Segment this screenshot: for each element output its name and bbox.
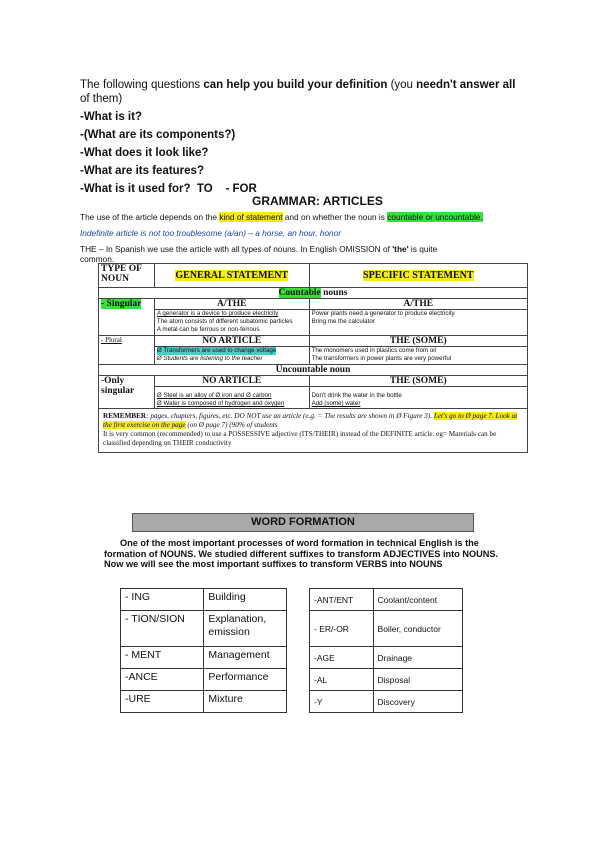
- pl-general-example-2: Ø Students are listening to the teacher: [156, 355, 263, 362]
- sg-general-example-3: A metal can be ferrous or non-ferrous: [156, 326, 260, 333]
- the-text-1: THE – In Spanish we use the article with all types of nouns. In English OMISSION of: [80, 244, 393, 254]
- example-cell: Discovery: [373, 691, 462, 713]
- header-general-cell: [154, 264, 309, 288]
- question-5: -What is it used for? TO - FOR: [80, 183, 257, 195]
- indefinite-article-note: Indefinite article is not too troublesome (a/an) – a horse, an hour, honor: [80, 228, 342, 238]
- example-cell: Management: [204, 647, 287, 669]
- table-row: [121, 589, 287, 611]
- table-row: [310, 647, 463, 669]
- example-cell: Explanation, emission: [204, 611, 287, 647]
- remember-text-1: : pages, chapters, figures, etc. DO NOT use an article (e.g. = The results are shown in Ø Figure 3).: [146, 412, 434, 420]
- articles-table: [98, 263, 528, 453]
- intro-text-2: can help you build your definition: [203, 79, 388, 91]
- intro-paragraph: [80, 78, 530, 106]
- intro-text-4: needn't answer all: [416, 79, 516, 91]
- remember-label: REMEMBER: [103, 412, 147, 420]
- header-specific-cell: [309, 264, 527, 288]
- sg-specific-example-1: Power plants need a generator to produce electricity: [311, 310, 455, 317]
- header-general-statement: GENERAL STATEMENT: [175, 270, 289, 281]
- the-text-3: is quite: [408, 244, 438, 254]
- singular-label: - Singular: [101, 299, 142, 309]
- question-1: -What is it?: [80, 111, 142, 123]
- example-cell: Drainage: [373, 647, 462, 669]
- nouns-label: nouns: [320, 288, 348, 298]
- table-row: [310, 589, 463, 611]
- uncountable-specific-examples: [309, 387, 527, 409]
- sg-general-example-1: A generator is a device to produce electricity: [156, 310, 279, 317]
- grammar-highlight-statement: kind of statement: [219, 212, 283, 222]
- suffix-table-left: [120, 588, 287, 713]
- question-2: -(What are its components?): [80, 129, 236, 141]
- suffix-cell: - TION/SION: [121, 611, 204, 647]
- sg-specific-example-2: Bring me the calculator: [311, 318, 375, 325]
- remember-note: [99, 409, 528, 453]
- suffix-cell: -AL: [310, 669, 374, 691]
- question-4: -What are its features?: [80, 165, 204, 177]
- suffix-cell: -ANCE: [121, 669, 204, 691]
- pl-specific-example-1: The monomers used in plastics come from oil: [311, 347, 437, 354]
- suffix-cell: -URE: [121, 691, 204, 713]
- question-3: -What does it look like?: [80, 147, 209, 159]
- sg-general-example-2: The atom consists of different subatomic particles: [156, 318, 293, 325]
- example-cell: Mixture: [204, 691, 287, 713]
- suffix-cell: -ANT/ENT: [310, 589, 374, 611]
- un-general-example-1: Ø Steel is an alloy of Ø iron and Ø carbon: [156, 392, 272, 399]
- grammar-text-1: The use of the article depends on the: [80, 212, 220, 222]
- table-row: [310, 691, 463, 713]
- suffix-table-right: [309, 588, 463, 713]
- the-text-4: common.: [80, 254, 115, 264]
- example-cell: Coolant/content: [373, 589, 462, 611]
- un-specific-example-1: Don't drink the water in the bottle: [311, 392, 402, 399]
- example-cell: Building: [204, 589, 287, 611]
- uncountable-general-examples: [154, 387, 309, 409]
- table-row: [310, 669, 463, 691]
- grammar-title: GRAMMAR: ARTICLES: [252, 194, 383, 208]
- countable-label: Countable: [278, 288, 321, 298]
- singular-specific-examples: [309, 310, 527, 336]
- suffix-cell: - ING: [121, 589, 204, 611]
- the-text-2: 'the': [392, 244, 409, 254]
- grammar-text-2: and on whether the noun is: [282, 212, 388, 222]
- plural-specific-heading: THE (SOME): [309, 336, 527, 347]
- remember-highlight: Let's go to Ø page 7. Look at the first exercise on the page: [103, 412, 518, 429]
- singular-general-heading: A/THE: [154, 299, 309, 310]
- example-cell: Disposal: [373, 669, 462, 691]
- plural-specific-examples: [309, 347, 527, 365]
- word-formation-title: WORD FORMATION: [251, 516, 355, 528]
- singular-specific-heading: A/THE: [309, 299, 527, 310]
- only-singular-label: -Only singular: [99, 376, 155, 409]
- singular-cell: [99, 299, 155, 336]
- table-row: [121, 647, 287, 669]
- uncountable-specific-heading: THE (SOME): [309, 376, 527, 387]
- un-specific-example-2: Add (some) water: [311, 400, 361, 407]
- header-type-of-noun: TYPE OF NOUN: [99, 264, 155, 288]
- intro-text-3: (you: [387, 79, 417, 91]
- pl-general-example-1: Ø Transformers are used to change voltage: [156, 347, 277, 354]
- table-row: [121, 611, 287, 647]
- plural-label: - Plural: [99, 336, 155, 365]
- uncountable-noun-row: Uncountable noun: [99, 365, 528, 376]
- the-article-note: [80, 244, 540, 264]
- suffix-cell: -Y: [310, 691, 374, 713]
- word-formation-intro: One of the most important processes of word formation in technical English is the formation of NOUNS. We studied different suffixes to transform ADJECTIVES into NOUNS. Now we will see the most important suffixes to transform VERBS into NOUNS: [104, 538, 499, 569]
- grammar-highlight-countable: countable or uncountable.: [387, 212, 483, 222]
- suffix-cell: - ER/-OR: [310, 611, 374, 647]
- un-general-example-2: Ø Water is composed of hydrogen and oxygen: [156, 400, 285, 407]
- suffix-cell: -AGE: [310, 647, 374, 669]
- pl-specific-example-2: The transformers in power plants are very powerful: [311, 355, 452, 362]
- remember-text-3: It is very common (recommended) to use a POSSESSIVE adjective (ITS/THEIR) instead of the DEFINITE article. eg= Materials can be classified depending on THEIR conductivity: [103, 430, 497, 447]
- singular-general-examples: [154, 310, 309, 336]
- grammar-paragraph: [80, 212, 550, 222]
- intro-text-1: The following questions: [80, 79, 204, 91]
- countable-nouns-row: [99, 288, 528, 299]
- word-formation-banner: [132, 513, 474, 532]
- uncountable-general-heading: NO ARTICLE: [154, 376, 309, 387]
- plural-general-heading: NO ARTICLE: [154, 336, 309, 347]
- header-specific-statement: SPECIFIC STATEMENT: [363, 270, 474, 281]
- table-row: [121, 669, 287, 691]
- table-row: [310, 611, 463, 647]
- table-row: [121, 691, 287, 713]
- suffix-cell: - MENT: [121, 647, 204, 669]
- remember-text-2: (on Ø page 7) (90% of students: [185, 421, 278, 429]
- example-cell: Performance: [204, 669, 287, 691]
- intro-text-5: of them): [80, 93, 123, 105]
- plural-general-examples: [154, 347, 309, 365]
- example-cell: Boiler, conductor: [373, 611, 462, 647]
